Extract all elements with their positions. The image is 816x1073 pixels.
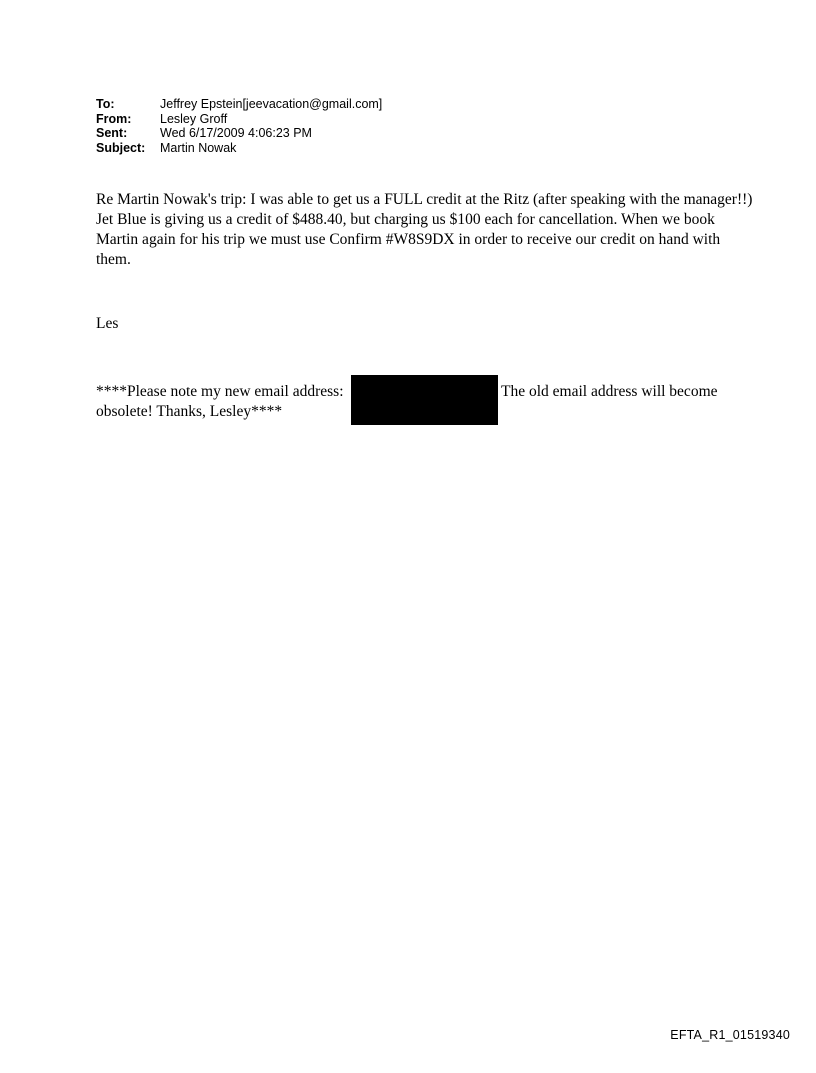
email-header (96, 97, 382, 155)
subject-row (96, 141, 382, 156)
from-value: Lesley Groff (160, 111, 228, 126)
subject-value: Martin Nowak (160, 140, 237, 155)
from-row (96, 112, 382, 127)
email-note-part1: ****Please note my new email address: (96, 383, 344, 400)
email-note-line2: obsolete! Thanks, Lesley**** (96, 403, 283, 420)
email-note-part2: The old email address will become (501, 383, 718, 400)
from-label: From: (96, 111, 132, 126)
subject-label: Subject: (96, 140, 146, 155)
to-label: To: (96, 97, 115, 111)
redaction-block (351, 375, 498, 425)
to-row (96, 97, 382, 112)
to-value: Jeffrey Epstein[jeevacation@gmail.com] (160, 97, 383, 111)
document-id: EFTA_R1_01519340 (670, 1028, 790, 1042)
sent-row (96, 126, 382, 141)
email-signature: Les (96, 315, 119, 332)
sent-label: Sent: (96, 126, 128, 140)
sent-value: Wed 6/17/2009 4:06:23 PM (160, 126, 312, 140)
email-body-paragraph: Re Martin Nowak's trip: I was able to get us a FULL credit at the Ritz (after speaking with the manager!!) Jet Blue is giving us a credit of $488.40, but charging us $100 each for cancellation. When we book Martin again for his trip we must use Confirm #W8S9DX in order to receive our credit on hand with them. (96, 191, 753, 268)
